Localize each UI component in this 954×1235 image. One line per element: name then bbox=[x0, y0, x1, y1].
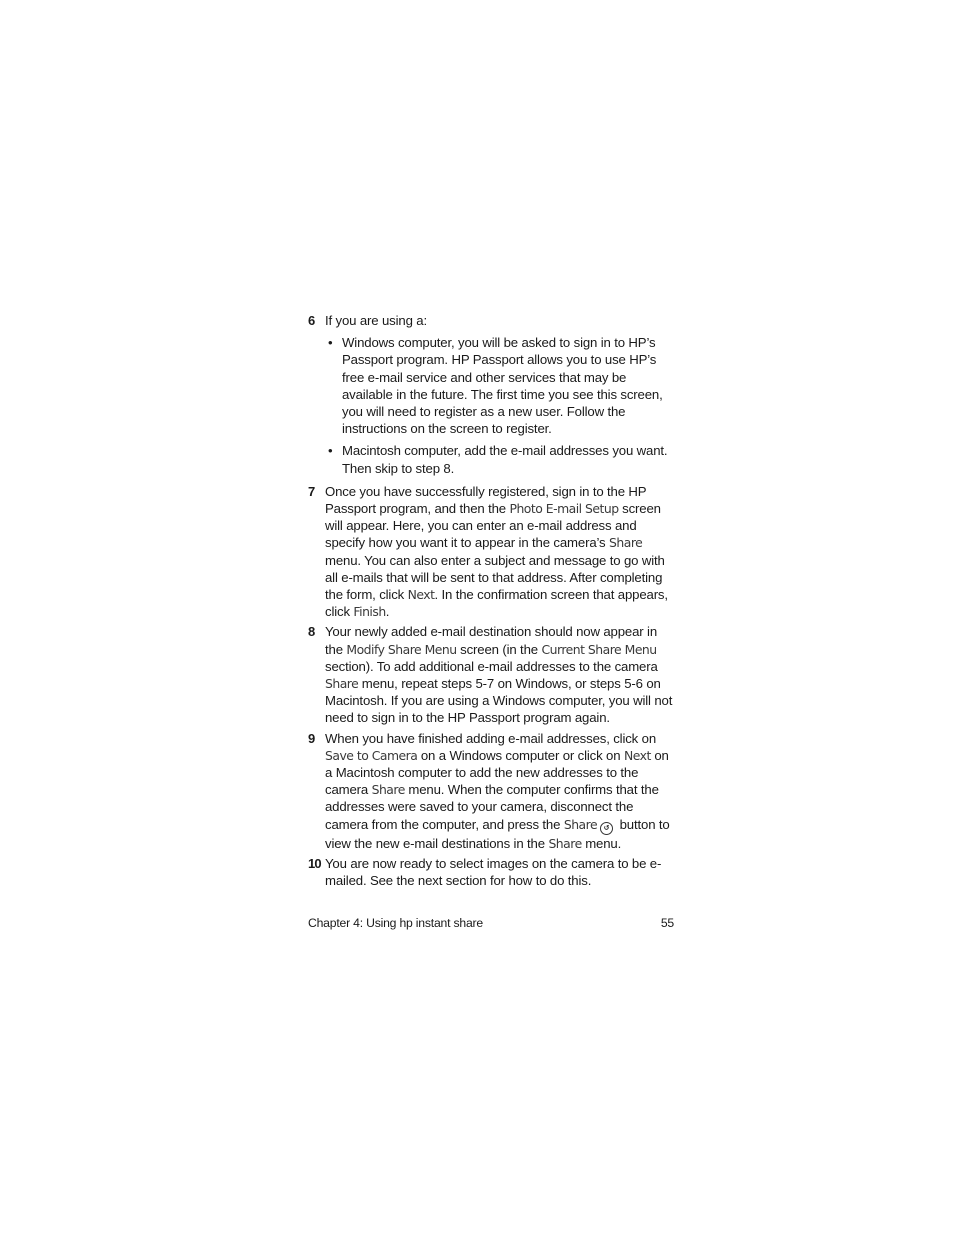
ui-label: Modify Share Menu bbox=[346, 641, 457, 657]
text-run: screen (in the bbox=[456, 641, 542, 657]
step-number: 10 bbox=[308, 855, 321, 871]
bullet-list bbox=[325, 334, 674, 477]
ui-label: Next bbox=[623, 747, 651, 763]
step-7 bbox=[308, 483, 674, 621]
ui-label: Share bbox=[371, 782, 405, 798]
text-run: menu. You can also enter a subject and message to go with all e-mails that will be sent to that address. After completing the form, click bbox=[325, 552, 665, 603]
list-item bbox=[325, 442, 674, 476]
text-run: . bbox=[385, 604, 390, 620]
step-6 bbox=[308, 312, 674, 477]
text-run: button to view the new e-mail destinations in the bbox=[325, 816, 670, 851]
step-number: 7 bbox=[308, 483, 316, 499]
text-run: menu. When the computer confirms that the addresses were saved to your camera, disconnect the camera from the computer, and press the bbox=[325, 782, 659, 832]
ui-label: Next bbox=[407, 587, 435, 603]
text-run: When you have finished adding e-mail addresses, click on bbox=[325, 730, 656, 746]
step-10 bbox=[308, 855, 674, 889]
step-number: 6 bbox=[308, 313, 316, 328]
text-run: . In the confirmation screen that appears, click bbox=[325, 587, 668, 620]
ui-label: Current Share Menu bbox=[541, 641, 657, 657]
page-content bbox=[308, 312, 674, 892]
page-number: 55 bbox=[660, 916, 674, 930]
text-run: on a Macintosh computer to add the new addresses to the camera bbox=[325, 747, 669, 798]
step-number: 9 bbox=[308, 730, 316, 746]
bullet-text: Windows computer, you will be asked to sign in to HP’s Passport program. HP Passport allows you to use HP’s free e-mail service and other services that may be available in the future. The first time you see this screen, you will need to register as a new user. Follow the instructions on the screen to register. bbox=[342, 335, 663, 437]
text-run: Once you have successfully registered, sign in to the HP Passport program, and then the bbox=[325, 483, 647, 517]
bullet-icon: • bbox=[328, 443, 333, 459]
text-run: menu. bbox=[581, 835, 622, 851]
ui-label: Share bbox=[563, 816, 598, 832]
chapter-title: Chapter 4: Using hp instant share bbox=[308, 916, 483, 930]
share-icon: ↺ bbox=[600, 822, 613, 835]
step-text: If you are using a: bbox=[325, 313, 427, 328]
text-run: screen will appear. Here, you can enter an e-mail address and specify how you want it to appear in the camera’s bbox=[325, 501, 661, 551]
text-run: on a Windows computer or click on bbox=[417, 747, 624, 763]
bullet-icon: • bbox=[328, 335, 333, 351]
ui-label: Finish bbox=[353, 604, 386, 620]
step-text: You are now ready to select images on the camera to be e-mailed. See the next section for how to do this. bbox=[325, 855, 662, 889]
step-9 bbox=[308, 730, 674, 852]
ui-label: Share bbox=[609, 535, 643, 551]
ui-label: Photo E-mail Setup bbox=[509, 501, 619, 517]
step-number: 8 bbox=[308, 624, 316, 640]
text-run: menu, repeat steps 5-7 on Windows, or steps 5-6 on Macintosh. If you are using a Windows computer, you will not need to sign in to the HP Passport program again. bbox=[325, 676, 673, 726]
ui-label: Save to Camera bbox=[325, 747, 418, 763]
bullet-text: Macintosh computer, add the e-mail addresses you want. Then skip to step 8. bbox=[342, 443, 668, 476]
text-run: section). To add additional e-mail addresses to the camera bbox=[325, 658, 658, 674]
step-text bbox=[325, 730, 674, 852]
list-item bbox=[325, 334, 674, 437]
step-text bbox=[325, 623, 674, 726]
ui-label: Share bbox=[325, 676, 359, 692]
step-8 bbox=[308, 623, 674, 726]
step-text bbox=[325, 483, 674, 621]
ui-label: Share bbox=[548, 835, 582, 851]
text-run: Your newly added e-mail destination should now appear in the bbox=[325, 624, 658, 657]
